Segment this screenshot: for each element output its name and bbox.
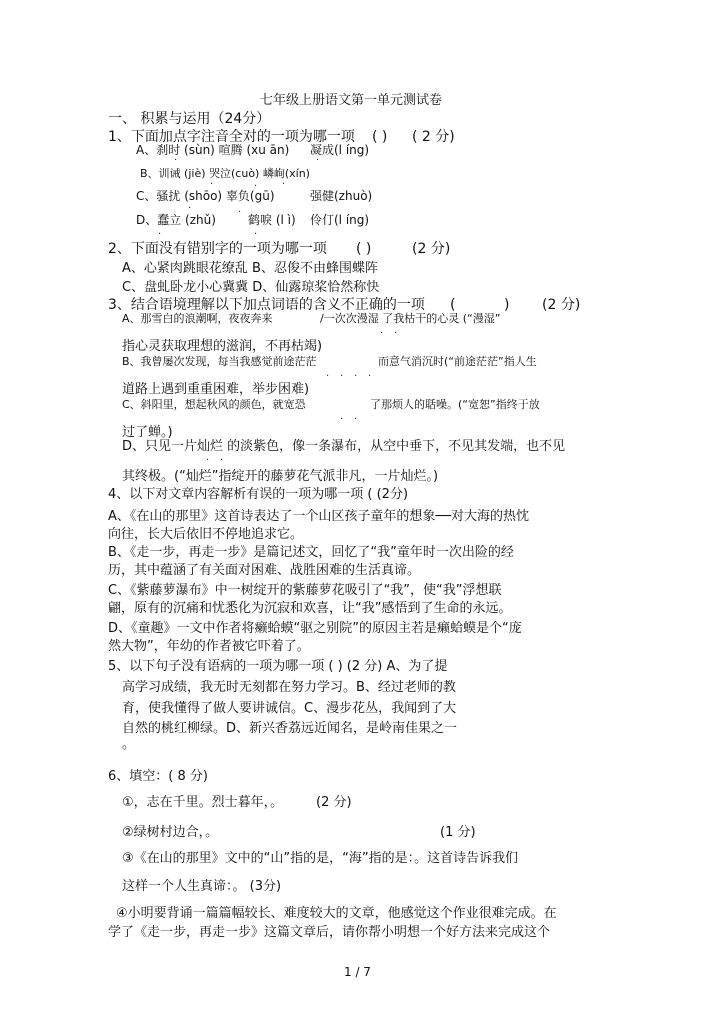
q4-option-d-cont: 然大物”，年幼的作者被它吓着了。 — [108, 639, 310, 654]
q1-option-d: D、蠢立 (zhǔ) — [136, 213, 216, 227]
emphasis-dot: · — [368, 371, 372, 382]
emphasis-dot: · — [206, 455, 210, 466]
q2-paren: ( ) — [356, 241, 372, 257]
q3-option-b: B、我曾屡次发现，每当我感觉前途茫茫 — [122, 355, 317, 368]
emphasis-dot: · — [220, 455, 224, 466]
q3-stem: 3、结合语境理解以下加点词语的含义不正确的一项 — [108, 297, 425, 313]
emphasis-dot: · — [174, 155, 178, 166]
emphasis-dot: · — [158, 229, 162, 240]
emphasis-dot: · — [210, 179, 214, 190]
emphasis-dot: · — [282, 179, 286, 190]
emphasis-dot: · — [254, 181, 258, 192]
q2-score: (2 分) — [412, 241, 451, 257]
q3-option-b-extra: 而意气消沉时(“前途茫茫”指人生 — [378, 355, 537, 368]
q5-line-5: 。 — [122, 737, 136, 752]
q2-stem: 2、下面没有错别字的一项为哪一项 — [108, 241, 327, 257]
q3-option-b-note: 道路上遇到重重困难，举步困难) — [122, 382, 310, 397]
q1-option-d-extra: 鹤唳 (l ì) — [248, 213, 296, 227]
q3-option-a: A、那雪白的浪潮啊，夜夜奔来 — [122, 312, 273, 325]
q4-option-d: D、《童趣》一文中作者将癞蛤蟆“驱之别院”的原因主若是癞蛤蟆是个“庞 — [108, 621, 522, 636]
q1-option-a: A、刹时 (sùn) 喧腾 (xu ān) — [136, 143, 290, 157]
q3-paren-close: ) — [504, 297, 510, 313]
emphasis-dot: · — [354, 371, 358, 382]
q4-option-c: C、《紫藤萝瀑布》中一树绽开的紫藤萝花吸引了“我”，使“我”浮想联 — [108, 583, 502, 598]
q4-option-a-cont: 向往，长大后依旧不停地追求它。 — [108, 527, 304, 542]
q3-option-d: D、只见一片灿烂 的淡紫色，像一条瀑布，从空中垂下，不见其发端，也不见 — [122, 439, 566, 454]
q6-item-2-score: (1 分) — [440, 825, 476, 840]
doc-title: 七年级上册语文第一单元测试卷 — [260, 93, 443, 108]
emphasis-dot: · — [354, 414, 358, 425]
emphasis-dot: · — [340, 414, 344, 425]
q3-option-c: C、斜阳里，想起秋风的颜色，就宽恐 — [122, 398, 306, 411]
emphasis-dot: · — [188, 203, 192, 214]
q1-option-b: B、训诫 (jiè) 哭泣(cuò) 嶙峋(xín) — [140, 167, 310, 180]
q6-item-1: ①，志在千里。烈士暮年，。 — [122, 795, 284, 810]
q6-item-3: ③《在山的那里》文中的“山”指的是，“海”指的是：。这首诗告诉我们 — [122, 851, 519, 866]
emphasis-dot: · — [326, 371, 330, 382]
q4-stem: 4、以下对文章内容解析有误的一项为哪一项 ( (2分) — [108, 487, 409, 502]
emphasis-dot: · — [380, 328, 384, 339]
q1-paren: ( ) — [372, 129, 388, 145]
q3-score: (2 分) — [542, 297, 581, 313]
q4-option-c-cont: 翩，原有的沉痛和忧悉化为沉寂和欢喜，让“我”感悟到了生命的永远。 — [108, 601, 512, 616]
q1-option-a-extra: 凝成(l íng) — [310, 143, 370, 157]
page-number: 1 / 7 — [344, 965, 371, 979]
q6-item-3-cont: 这样一个人生真谛：。 (3分) — [122, 879, 282, 894]
q4-option-b-cont: 历，其中蕴涵了有关面对困难、战胜困难的生活真谛。 — [108, 563, 421, 578]
section-heading: 一、 积累与运用（24分） — [108, 111, 271, 127]
q1-stem: 1、下面加点字注音全对的一项为哪一项 — [108, 129, 355, 145]
q3-paren-open: ( — [450, 297, 456, 313]
q2-options-cd: C、盘虬卧龙小心冀冀 D、仙露琼桨恰然称快 — [122, 280, 380, 295]
emphasis-dot: · — [254, 229, 258, 240]
q2-options-ab: A、心紧肉跳眼花缭乱 B、忍俊不由蜂围蝶阵 — [122, 261, 378, 276]
q3-option-c-extra: 了那烦人的聒噪。(“宽恕”指终于放 — [370, 398, 540, 411]
q6-item-4-cont: 学了《走一步，再走一步》这篇文章后，请你帮小明想一个好方法来完成这个 — [108, 925, 551, 940]
q6-stem: 6、填空：( 8 分) — [108, 769, 208, 784]
q6-item-4: ④小明要背诵一篇篇幅较长、难度较大的文章，他感觉这个作业很难完成。在 — [116, 906, 557, 921]
q5-line-2: 高学习成绩，我无时无刻都在努力学习。B、经过老师的教 — [122, 680, 456, 695]
q6-item-1-score: (2 分) — [316, 795, 352, 810]
q3-option-a-extra: /一次次漫湿 了我枯干的心灵 (“漫湿” — [320, 312, 501, 325]
q1-option-d-extra2: 伶仃(l íng) — [310, 213, 370, 227]
q3-option-c-note: 过了蝉。) — [122, 425, 173, 440]
emphasis-dot: · — [238, 207, 242, 218]
q5-line-4: 自然的桃红柳绿。D、新兴香荔远近闻名，是岭南佳果之一 — [122, 721, 458, 736]
q4-option-a: A、《在山的那里》这首诗表达了一个山区孩子童年的想象──对大海的热忱 — [108, 509, 530, 524]
q5-line-3: 育，使我懂得了做人要讲诚信。C、漫步花丛，我闻到了大 — [122, 701, 457, 716]
q4-option-b: B、《走一步，再走一步》是篇记述文，回忆了“我”童年时一次出险的经 — [108, 545, 514, 560]
emphasis-dot: · — [316, 155, 320, 166]
q3-option-d-note: 其终极。(“灿烂”指绽开的藤萝花气派非凡，一片灿烂。) — [122, 469, 439, 484]
q3-option-a-note: 指心灵获取理想的滋润，不再枯竭) — [122, 339, 323, 354]
emphasis-dot: · — [394, 328, 398, 339]
q5-line-1: 5、以下句子没有语病的一项为哪一项 ( ) (2 分) A、为了提 — [108, 659, 448, 674]
q1-score: ( 2 分) — [412, 129, 455, 145]
q6-item-2: ②绿树村边合，。 — [122, 825, 219, 840]
q1-option-c-extra: 强健(zhuò) — [310, 189, 373, 203]
q1-option-c: C、骚扰 (shōo) 辜负(gū) — [136, 189, 275, 203]
emphasis-dot: · — [340, 371, 344, 382]
